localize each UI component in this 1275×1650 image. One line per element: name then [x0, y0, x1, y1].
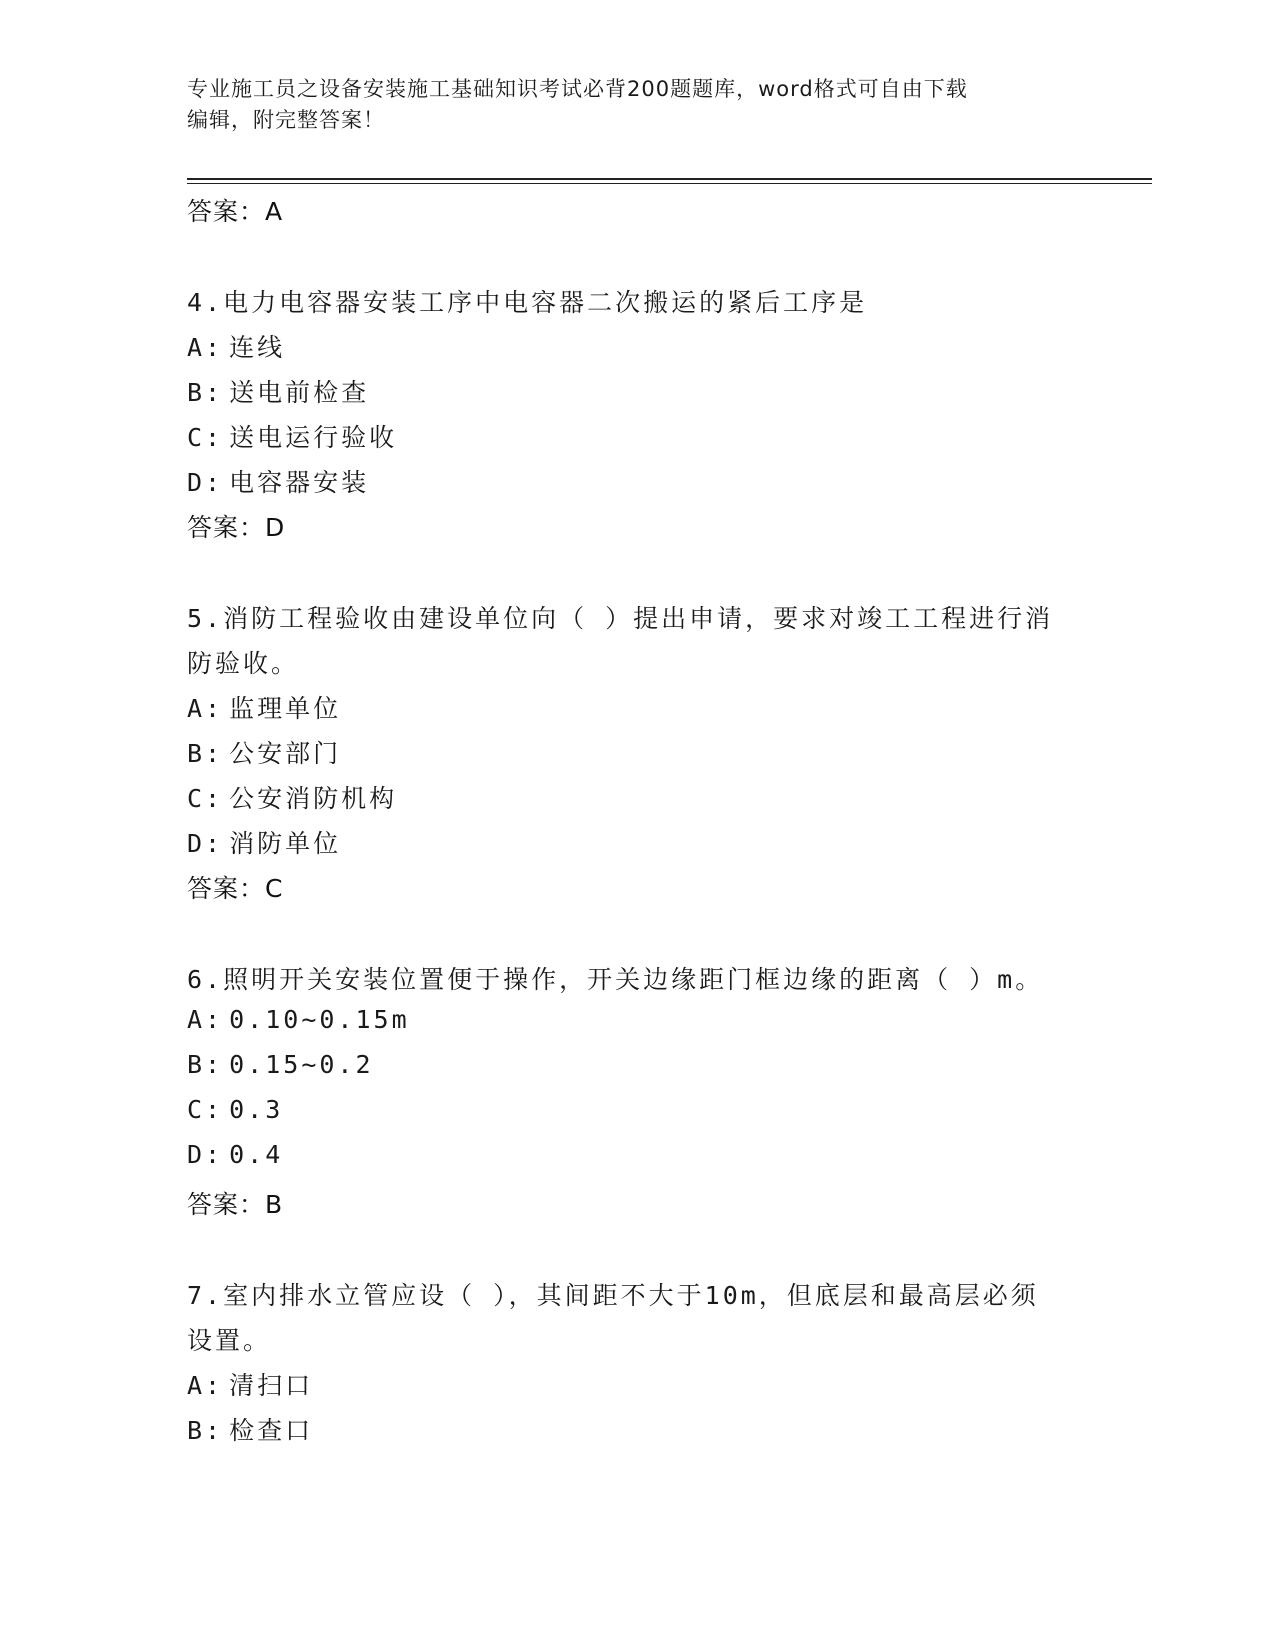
question-5-title: 5.消防工程验收由建设单位向（ ）提出申请，要求对竣工工程进行消	[187, 604, 1054, 633]
option-text: 0.15~0.2	[229, 1050, 374, 1079]
question-4-option-d	[187, 463, 369, 499]
question-5-option-b	[187, 734, 341, 770]
header-divider-thick	[187, 178, 1152, 180]
option-key: C:	[187, 1095, 224, 1124]
question-5-option-a	[187, 689, 341, 725]
question-6-option-c	[187, 1095, 283, 1124]
question-7-title: 7.室内排水立管应设（ ），其间距不大于10m，但底层和最高层必须	[187, 1281, 1039, 1310]
option-key: B:	[187, 1050, 224, 1079]
option-key: C:	[187, 423, 224, 452]
option-text: 清扫口	[229, 1371, 314, 1400]
question-5-title-cont: 防验收。	[187, 649, 300, 678]
header-divider-thin	[187, 183, 1152, 184]
option-key: B:	[187, 378, 224, 407]
question-6-option-a	[187, 1005, 410, 1034]
question-4-option-c	[187, 418, 397, 454]
option-key: B:	[187, 739, 224, 768]
question-5-option-d	[187, 824, 341, 860]
question-4-option-b	[187, 373, 369, 409]
question-7-option-b	[187, 1411, 313, 1447]
question-7-option-a	[187, 1366, 313, 1402]
option-key: D:	[187, 829, 224, 858]
header-line-2: 编辑，附完整答案！	[187, 108, 385, 132]
option-text: 公安消防机构	[229, 784, 398, 813]
option-text: 监理单位	[229, 694, 342, 723]
option-text: 消防单位	[229, 829, 342, 858]
document-header	[187, 74, 1067, 136]
question-6-answer: 答案：B	[187, 1190, 284, 1219]
option-key: A:	[187, 1371, 224, 1400]
option-text: 0.3	[229, 1095, 284, 1124]
question-6-title: 6.照明开关安装位置便于操作，开关边缘距门框边缘的距离（ ）m。	[187, 965, 1044, 994]
option-key: D:	[187, 1140, 224, 1169]
header-line-1: 专业施工员之设备安装施工基础知识考试必背200题题库，word格式可自由下载	[187, 77, 968, 101]
question-6-option-b	[187, 1050, 374, 1079]
question-6-option-d	[187, 1140, 283, 1169]
option-key: A:	[187, 1005, 224, 1034]
previous-answer: 答案：A	[187, 197, 284, 226]
option-text: 连线	[229, 333, 286, 362]
option-text: 检查口	[229, 1416, 314, 1445]
option-text: 0.4	[229, 1140, 284, 1169]
option-key: A:	[187, 333, 224, 362]
question-5-answer: 答案：C	[187, 874, 284, 903]
question-5-option-c	[187, 779, 397, 815]
question-7-title-cont: 设置。	[187, 1326, 272, 1355]
option-key: B:	[187, 1416, 224, 1445]
option-text: 公安部门	[229, 739, 342, 768]
option-key: D:	[187, 468, 224, 497]
option-text: 送电运行验收	[229, 423, 398, 452]
option-text: 送电前检查	[229, 378, 370, 407]
option-text: 电容器安装	[229, 468, 370, 497]
option-key: A:	[187, 694, 224, 723]
question-4-title: 4.电力电容器安装工序中电容器二次搬运的紧后工序是	[187, 288, 868, 317]
option-text: 0.10~0.15m	[229, 1005, 410, 1034]
question-4-option-a	[187, 328, 285, 364]
option-key: C:	[187, 784, 224, 813]
question-4-answer: 答案：D	[187, 513, 286, 542]
